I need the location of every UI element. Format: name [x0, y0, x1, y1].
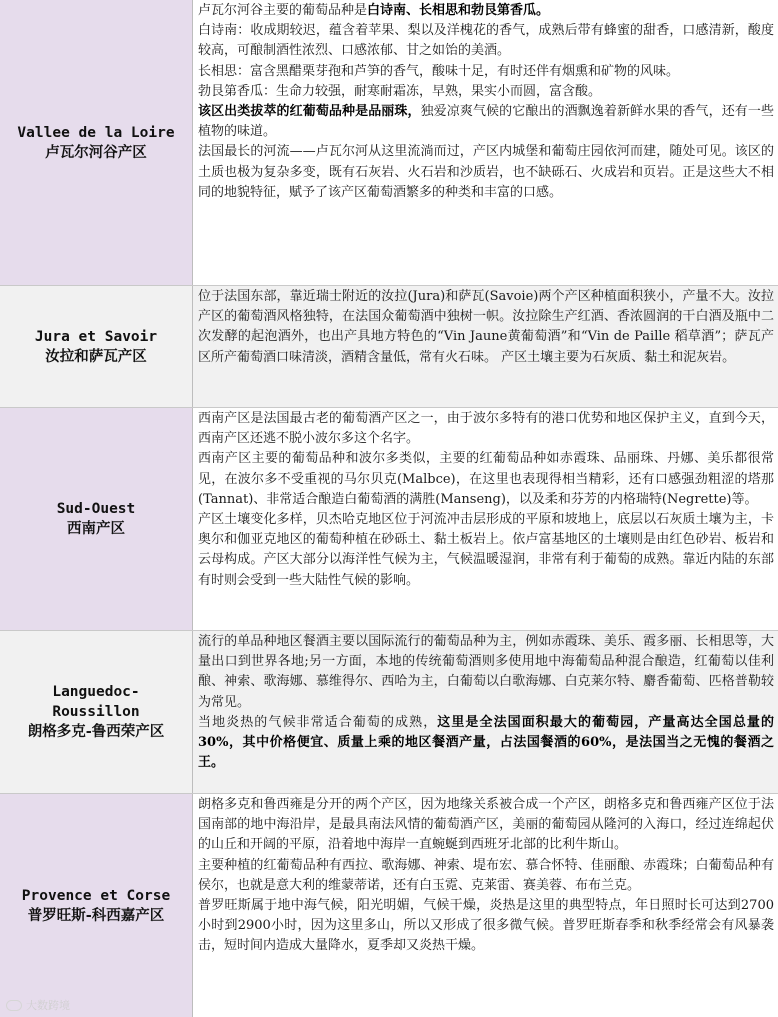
highlight-text: 白诗南、长相思和勃艮第香瓜。: [367, 3, 550, 18]
description-paragraph: [198, 795, 774, 856]
watermark-text: 大数跨境: [26, 999, 70, 1012]
body-text: 长相思：富含黑醋栗芽孢和芦笋的香气，酸味十足，有时还伴有烟熏和矿物的风味。: [198, 63, 680, 79]
region-description: [193, 408, 778, 630]
region-name-en-line-1: Languedoc-: [52, 684, 140, 700]
region-name-en-line-2: Roussillon: [52, 704, 140, 720]
body-text: 卢瓦尔河谷主要的葡萄品种是: [198, 3, 368, 18]
description-paragraph: [198, 1, 774, 21]
description-paragraph: [198, 449, 774, 510]
table-row: [0, 794, 778, 1017]
region-description: [193, 0, 778, 285]
region-description: [193, 794, 778, 1017]
description-paragraph: [198, 856, 774, 896]
region-name-cell: [0, 631, 193, 793]
watermark: [6, 997, 70, 1013]
watermark-logo-icon: [6, 1000, 22, 1011]
table-row: [0, 286, 778, 408]
description-paragraph: [198, 632, 774, 713]
highlight-text: 该区出类拔萃的红葡萄品种是品丽珠，: [198, 104, 421, 120]
body-text: 朗格多克和鲁西雍是分开的两个产区，因为地缘关系被合成一个产区，朗格多克和鲁西雍产区位于法国南部的地中海沿岸，是最具南法风情的葡萄酒产区，美丽的葡萄园从隆河的入海口，经过连绵起伏的山丘和开阔的平原，沿着地中海岸一直蜿蜒到西班牙北部的比利牛斯山。: [198, 797, 774, 853]
region-name-cn: 卢瓦尔河谷产区: [45, 143, 147, 161]
region-name-en: Jura et Savoir: [34, 328, 158, 345]
table-row: [0, 408, 778, 631]
description-paragraph: [198, 62, 774, 82]
table-row: [0, 0, 778, 286]
description-paragraph: [198, 142, 774, 203]
description-paragraph: [198, 21, 774, 61]
region-name-en: Vallee de la Loire: [17, 124, 175, 141]
body-text: 位于法国东部，靠近瑞士附近的汝拉(Jura)和萨瓦(Savoie)两个产区种植面积狭小，产量不大。汝拉产区的葡萄酒风格独特，在法国众葡萄酒中独树一帜。汝拉除生产红酒、香浓圆润的干白酒及瓶中二次发酵的起泡酒外，也出产具地方特色的“Vin Jaune黄葡萄酒”和“Vin de Paille 稻草酒”；萨瓦产区所产葡萄酒口味清淡，酒精含量低，常有火石味。 产区土壤主要为石灰质、黏土和泥灰岩。: [198, 289, 774, 365]
body-text: 白诗南：收成期较迟，蕴含着苹果、梨以及洋槐花的香气，成熟后带有蜂蜜的甜香，口感清新，酸度较高，可酿制酒性浓烈、口感浓郁、甘之如饴的美酒。: [198, 23, 774, 59]
body-text: 勃艮第香瓜：生命力较强，耐寒耐霜冻，早熟，果实小而圆，富含酸。: [198, 83, 602, 99]
region-name-cell: [0, 0, 193, 285]
region-name-cn: 普罗旺斯-科西嘉产区: [27, 906, 165, 924]
region-name-en: Provence et Corse: [21, 887, 171, 904]
body-text: 流行的单品种地区餐酒主要以国际流行的葡萄品种为主，例如赤霞珠、美乐、霞多丽、长相思等，大量出口到世界各地;另一方面，本地的传统葡萄酒则多使用地中海葡萄品种混合酿造，红葡萄以佳利酿、神索、歌海娜、慕维得尔、西哈为主，白葡萄以白歌海娜、白克莱尔特、麝香葡萄、匹格普勒较为常见。: [198, 634, 774, 710]
description-paragraph: [198, 896, 774, 957]
region-name-cn: 汝拉和萨瓦产区: [45, 347, 147, 365]
region-name-cell: [0, 408, 193, 630]
body-text: 产区土壤变化多样，贝杰哈克地区位于河流冲击层形成的平原和坡地上，底层以石灰质土壤为主，卡奥尔和伽亚克地区的葡萄种植在砂砾土、黏土板岩上。依卢富基地区的土壤则是由红色砂岩、板岩和云母构成。产区大部分以海洋性气候为主，气候温暖湿润，非常有利于葡萄的成熟。靠近内陆的东部有时则会受到一些大陆性气候的影响。: [198, 512, 774, 588]
description-paragraph: [198, 409, 774, 449]
region-name-cn: 西南产区: [67, 520, 125, 537]
body-text: 主要种植的红葡萄品种有西拉、歌海娜、神索、堤布宏、慕合怀特、佳丽酿、赤霞珠；白葡萄品种有侯尔，也就是意大利的维蒙蒂诺，还有白玉霓、克莱雷、赛美蓉、布布兰克。: [198, 857, 774, 893]
region-description: [193, 631, 778, 793]
table-row: [0, 631, 778, 794]
region-name-en: Sud-Ouest: [56, 501, 136, 517]
highlight-text: 这里是全法国面积最大的葡萄园，产量高达全国总量的30%，其中价格便宜、质量上乘的地区餐酒产量，占法国餐酒的60%，是法国当之无愧的餐酒之王。: [198, 714, 774, 771]
region-name-cn: 朗格多克-鲁西荣产区: [27, 723, 165, 740]
region-name-cell: [0, 794, 193, 1017]
description-paragraph: [198, 102, 774, 142]
body-text: 法国最长的河流——卢瓦尔河从这里流淌而过，产区内城堡和葡萄庄园依河而建，随处可见。该区的土质也极为复杂多变，既有石灰岩、火石岩和沙质岩，也不缺砾石、火成岩和页岩。正是这些大不相同的地貌特征，赋予了该产区葡萄酒繁多的种类和丰富的口感。: [198, 144, 774, 200]
body-text: 独爱凉爽气候的它酿出的酒飘逸着新鲜水果的香气，还有一些植物的味道。: [198, 104, 774, 140]
body-text: 西南产区主要的葡萄品种和波尔多类似，主要的红葡萄品种如赤霞珠、品丽珠、丹娜、美乐都很常见，在波尔多不受重视的马尔贝克(Malbce)，在这里也表现得相当精彩，还有口感强劲粗涩的塔那(Tannat)、非常适合酿造白葡萄酒的满胜(Manseng)，以及柔和芬芳的内格瑞特(Negrette)等。: [198, 451, 774, 507]
description-paragraph: [198, 510, 774, 591]
description-paragraph: [198, 713, 774, 774]
description-paragraph: [198, 82, 774, 102]
region-name-cell: [0, 286, 193, 407]
region-description: [193, 286, 778, 407]
body-text: 当地炎热的气候非常适合葡萄的成熟，: [198, 714, 438, 730]
description-paragraph: [198, 287, 774, 368]
body-text: 普罗旺斯属于地中海气候，阳光明媚，气候干燥，炎热是这里的典型特点，年日照时长可达到2700小时到2900小时，因为这里多山，所以又形成了很多微气候。普罗旺斯春季和秋季经常会有风暴袭击，短时间内造成大量降水，夏季却又炎热干燥。: [198, 898, 774, 954]
body-text: 西南产区是法国最古老的葡萄酒产区之一，由于波尔多特有的港口优势和地区保护主义，直到今天，西南产区还逃不脱小波尔多这个名字。: [198, 411, 774, 447]
